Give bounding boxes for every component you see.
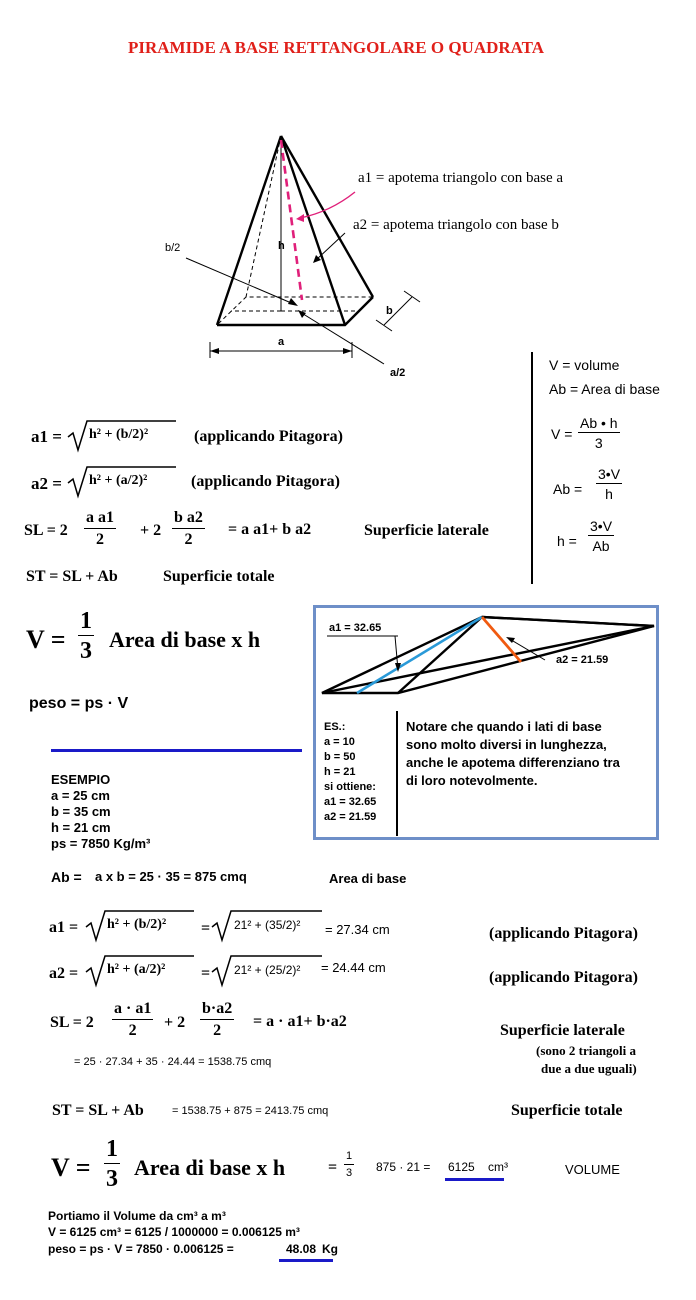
example-a2-radical: h² + (a/2)²	[86, 955, 196, 987]
example-sl-sub-1: (sono 2 triangoli a	[536, 1043, 637, 1058]
sl-plus: + 2	[140, 522, 162, 539]
example-a2-radical-values: 21² + (25/2)²	[212, 955, 324, 987]
fraction-denominator: 2	[96, 531, 104, 548]
fraction-denominator: Ab	[592, 538, 610, 554]
side-divider	[531, 352, 533, 584]
example-a1-eq: =	[201, 920, 211, 937]
area-base-definition: Ab = Area di base	[549, 381, 660, 397]
sl-fraction-2	[172, 510, 205, 548]
peso-underline	[279, 1259, 333, 1262]
volume-definition: V = volume	[549, 357, 620, 373]
volume-lhs: V =	[26, 625, 66, 654]
a2-radical: h² + (a/2)²	[68, 466, 178, 498]
example-volume-calc: 875 · 21 =	[376, 1160, 431, 1174]
example-a1-radical: h² + (b/2)²	[86, 910, 196, 942]
example-h: h = 21 cm	[51, 820, 111, 835]
example-heading: ESEMPIO	[51, 772, 111, 787]
section-separator	[51, 749, 302, 752]
example-volume-eq: =	[328, 1159, 338, 1176]
fraction-numerator: a a1	[84, 510, 116, 529]
fraction-numerator: b a2	[172, 510, 205, 529]
area-formula-lhs: Ab =	[553, 481, 583, 497]
pyramid-diagram	[150, 125, 450, 395]
label-a-half: a/2	[390, 367, 406, 379]
fraction-numerator: 1	[80, 608, 92, 634]
example-volume-lhs: V =	[51, 1153, 91, 1182]
example-sl-lhs: SL = 2	[50, 1014, 94, 1031]
example-a2-eq: =	[201, 965, 211, 982]
label-b: b	[386, 305, 393, 317]
note-line: di loro notevolmente.	[406, 773, 538, 788]
example-st-calc: = 1538.75 + 875 = 2413.75 cmq	[172, 1105, 329, 1117]
example-volume-fraction	[104, 1137, 120, 1191]
example-peso-unit: Kg	[322, 1242, 338, 1256]
height-formula-lhs: h =	[557, 533, 577, 549]
example-volume-small-fraction	[344, 1151, 354, 1179]
a1-lhs: a1 =	[31, 427, 62, 446]
example-sl-note: Superficie laterale	[500, 1022, 625, 1039]
conversion-title: Portiamo il Volume da cm³ a m³	[48, 1209, 226, 1223]
example-st: ST = SL + Ab	[52, 1102, 144, 1119]
a1-note: (applicando Pitagora)	[194, 428, 343, 445]
example-sl-fraction-1	[112, 1001, 153, 1039]
example-a2-result: = 24.44 cm	[321, 960, 386, 975]
example-a1-note: (applicando Pitagora)	[489, 925, 638, 942]
example-a1-lhs: a1 =	[49, 919, 79, 936]
fraction-numerator: Ab • h	[580, 415, 618, 431]
example-peso: peso = ps · V = 7850 · 0.006125 =	[48, 1242, 234, 1256]
fraction-denominator: 2	[128, 1022, 137, 1039]
comparison-example-divider	[396, 711, 398, 836]
note-line: sono molto diversi in lunghezza,	[406, 737, 607, 752]
sl-note: Superficie laterale	[364, 522, 489, 539]
label-b-half: b/2	[165, 242, 181, 254]
example-line: h = 21	[324, 766, 356, 778]
volume-underline	[445, 1178, 504, 1181]
st-note: Superficie totale	[163, 568, 275, 585]
fraction-denominator: 3	[80, 638, 92, 664]
example-sl-sub-2: due a due uguali)	[541, 1061, 637, 1076]
volume-rhs: Area di base x h	[109, 627, 261, 652]
example-ab-calc: a x b = 25 · 35 = 875 cmq	[95, 869, 247, 884]
example-sl-fraction-2	[200, 1001, 234, 1039]
example-a: a = 25 cm	[51, 788, 110, 803]
volume-formula-fraction	[578, 416, 620, 450]
example-peso-value: 48.08	[286, 1242, 317, 1256]
st-formula: ST = SL + Ab	[26, 568, 118, 585]
example-sl-rhs: = a · a1+ b·a2	[253, 1013, 347, 1030]
fraction-numerator: a · a1	[112, 1001, 153, 1020]
example-line: ES.:	[324, 721, 346, 733]
example-a1-result: = 27.34 cm	[325, 922, 390, 937]
fraction-numerator: 3•V	[598, 466, 621, 482]
label-a2-apotema: a2 = apotema triangolo con base b	[353, 217, 559, 233]
fraction-denominator: 3	[346, 1167, 353, 1179]
example-sl-plus: + 2	[164, 1014, 186, 1031]
comparison-a1-label: a1 = 32.65	[329, 622, 382, 634]
a1-radical: h² + (b/2)²	[68, 420, 178, 452]
fraction-denominator: 2	[184, 531, 193, 548]
example-line: a2 = 21.59	[324, 811, 377, 823]
example-line: b = 50	[324, 751, 356, 763]
fraction-numerator: b·a2	[200, 1001, 234, 1020]
conversion-line: V = 6125 cm³ = 6125 / 1000000 = 0.006125 m³	[48, 1225, 300, 1239]
example-volume-unit: cm³	[488, 1160, 508, 1174]
example-volume-value: 6125	[448, 1160, 475, 1174]
example-line: si ottiene:	[324, 781, 376, 793]
volume-formula-lhs: V =	[551, 426, 573, 442]
label-a1-apotema: a1 = apotema triangolo con base a	[358, 170, 564, 186]
example-volume-note: VOLUME	[565, 1162, 620, 1177]
comparison-a2-label: a2 = 21.59	[556, 654, 609, 666]
note-line: Notare che quando i lati di base	[406, 719, 602, 734]
area-formula-fraction	[596, 467, 622, 501]
label-h: h	[278, 240, 285, 252]
example-values	[51, 772, 150, 852]
fraction-numerator: 1	[344, 1151, 354, 1165]
volume-fraction	[78, 609, 94, 663]
example-a1-radical-values: 21² + (35/2)²	[212, 910, 324, 942]
example-conversion	[48, 1208, 300, 1240]
example-volume-rhs: Area di base x h	[134, 1155, 286, 1180]
comparison-example	[324, 720, 376, 825]
example-line: a1 = 32.65	[324, 796, 377, 808]
peso-formula: peso = ps · V	[29, 695, 129, 712]
a2-lhs: a2 =	[31, 474, 62, 493]
comparison-note	[406, 718, 620, 790]
example-a2-note: (applicando Pitagora)	[489, 969, 638, 986]
note-line: anche le apotema differenziano tra	[406, 755, 620, 770]
example-a2-lhs: a2 =	[49, 965, 79, 982]
fraction-denominator: h	[605, 486, 613, 502]
example-b: b = 35 cm	[51, 804, 111, 819]
label-a: a	[278, 336, 285, 348]
height-formula-fraction	[588, 519, 614, 553]
fraction-denominator: 3	[106, 1166, 118, 1192]
fraction-numerator: 1	[106, 1136, 118, 1162]
example-st-note: Superficie totale	[511, 1102, 623, 1119]
fraction-numerator: 3•V	[590, 518, 613, 534]
sl-lhs: SL = 2	[24, 522, 68, 539]
example-ab-note: Area di base	[329, 871, 407, 886]
fraction-denominator: 2	[213, 1022, 222, 1039]
sl-fraction-1	[84, 510, 116, 548]
example-line: a = 10	[324, 736, 355, 748]
example-ab-lhs: Ab =	[51, 869, 82, 885]
a2-note: (applicando Pitagora)	[191, 473, 340, 490]
fraction-denominator: 3	[594, 435, 603, 451]
example-ps: ps = 7850 Kg/m³	[51, 836, 151, 851]
sl-rhs: = a a1+ b a2	[228, 521, 312, 538]
example-sl-calc: = 25 · 27.34 + 35 · 24.44 = 1538.75 cmq	[74, 1056, 272, 1068]
page-title: PIRAMIDE A BASE RETTANGOLARE O QUADRATA	[127, 38, 545, 57]
